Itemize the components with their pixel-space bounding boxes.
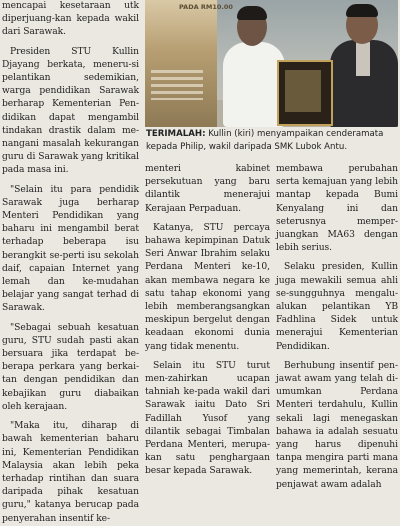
paragraph: membawa perubahan serta kemajuan yang lebih mantap kepada Bumi Kenyalang ini dan seterusnya memper-juangkan MA63 dengan lebih serius. [276, 164, 398, 254]
paragraph: "Maka itu, diharap di bawah kementerian baharu ini, Kementerian Pendidikan Malaysia akan lebih peka terhadap rintihan dan suara daripada pihak kesatuan guru," katanya berucap pada penyerahan insentif ke- [2, 421, 139, 524]
paragraph: "Sebagai sebuah kesatuan guru, STU sudah pasti akan bersuara jika terdapat be-berapa perkara yang berkai-tan dengan pendidikan dan kebajikan guru diabaikan oleh kerajaan. [2, 322, 139, 412]
paragraph: mencapai kesetaraan utk diperjuang-kan kepada wakil dari Sarawak. [2, 1, 139, 38]
paragraph: Presiden STU Kullin Djayang berkata, meneru-si pelantikan sedemikian, warga pendidikan Sarawak berharap Kementerian Pen-didikan dapat mengambil tindakan drastik dalam me-nangani masalah kekurangan guru di Sarawak yang kritikal pada masa ini. [2, 46, 139, 176]
news-photo [145, 0, 398, 127]
event-banner [145, 0, 217, 127]
souvenir-frame-inner [285, 70, 321, 112]
person-right-shirt [356, 42, 370, 76]
banner-text: PADA RM10.00 [179, 3, 233, 11]
article-column-3 [276, 163, 398, 490]
article-column-1 [2, 0, 139, 524]
paragraph: Katanya, STU percaya bahawa kepimpinan Datuk Seri Anwar Ibrahim selaku Perdana Menteri ke-10, akan membawa negara ke satu tahap ekonomi yang lebih memberangsangkan meskipun bergelut dengan keadaan ekonomi dunia yang tidak menentu. [145, 222, 270, 352]
photo-caption [146, 128, 398, 154]
caption-label: TERIMALAH: [146, 129, 206, 139]
paragraph: "Selain itu para pendidik Sarawak juga berharap Menteri Pendidikan yang baharu ini mengambil berat terhadap beberapa isu berangkit se-perti isu sekolah daif, capaian Internet yang lemah dan ke-mudahan belajar yang sangat terhad di Sarawak. [2, 184, 139, 314]
person-left-hair [237, 6, 267, 20]
person-left [223, 42, 285, 127]
paragraph: menteri kabinet persekutuan yang baru dilantik menerajui Kerajaan Perpaduan. [145, 164, 270, 214]
article-column-2 [145, 163, 270, 477]
caption-text: Kullin (kiri) menyampaikan cenderamata kepada Philip, wakil daripada SMK Lubok Antu. [146, 129, 384, 152]
paragraph: Selain itu STU turut men-zahirkan ucapan tahniah ke-pada wakil dari Sarawak iaitu Dato Sri Fadillah Yusof yang dilantik sebagai Timbalan Perdana Menteri, merupa-kan satu penghargaan besar kepada Sarawak. [145, 360, 270, 477]
person-right-hair [346, 4, 378, 17]
paragraph: Selaku presiden, Kullin juga mewakili semua ahli se-sungguhnya mengalu-alukan pelantikan YB Fadhlina Sidek untuk menerajui Kementerian Pendidikan. [276, 262, 398, 352]
banner-decoration [151, 70, 203, 100]
paragraph: Berhubung insentif pen-jawat awam yang telah di-umumkan Perdana Menteri terdahulu, Kullin sekali lagi menegaskan bahawa ia adalah sesuatu yang harus dipenuhi tanpa mengira parti mana yang memerintah, kerana penjawat awam adalah [276, 360, 398, 490]
